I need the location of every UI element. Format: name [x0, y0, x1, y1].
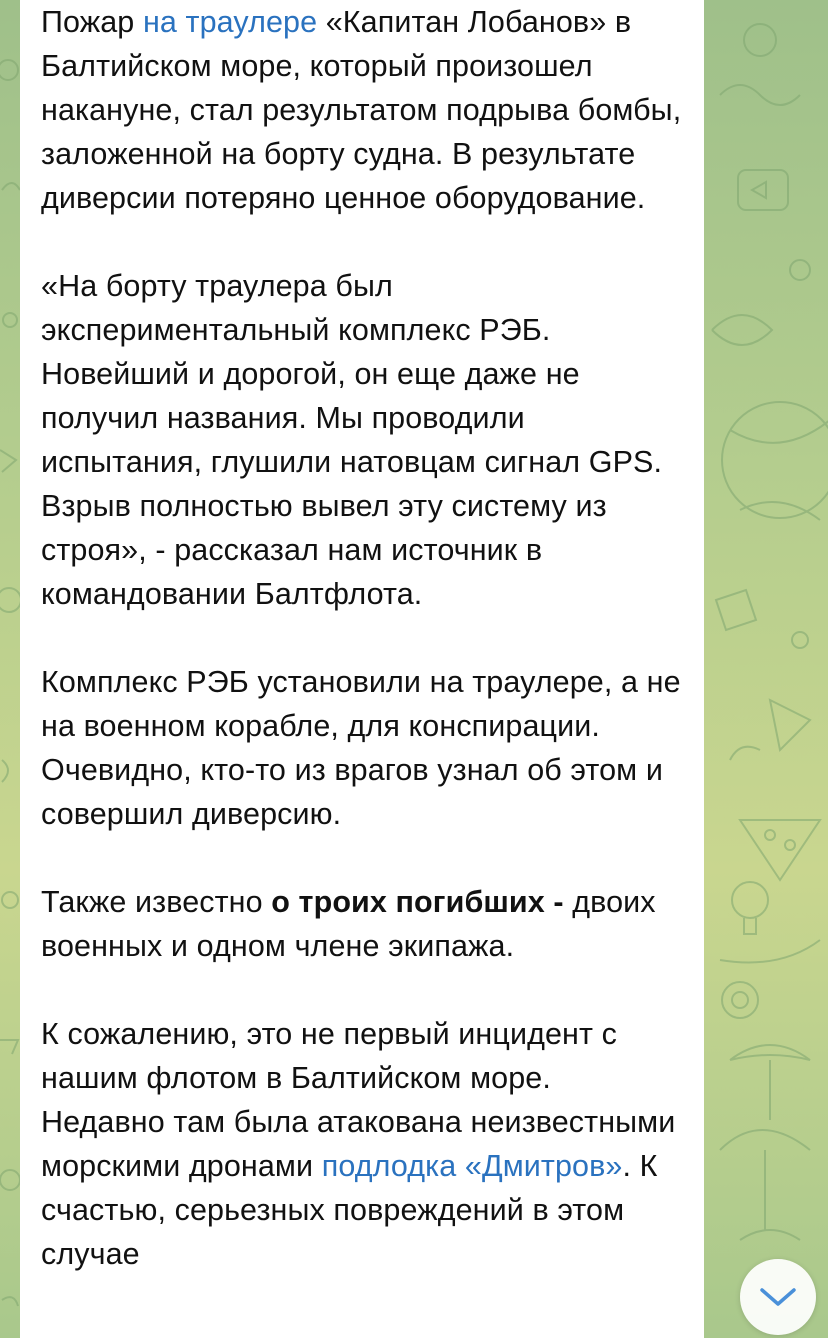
scroll-to-bottom-button[interactable]	[740, 1259, 816, 1335]
paragraph-gap	[41, 968, 682, 1012]
paragraph-gap	[41, 616, 682, 660]
message-bubble	[20, 0, 704, 1338]
message-paragraph-5	[41, 1012, 682, 1276]
p1-text-after: «Капитан Лобанов» в Балтийском море, который произошел накануне, стал результатом подрыва бомбы, заложенной на борту судна. В результате диверсии потеряно ценное оборудование.	[41, 5, 682, 215]
chevron-down-icon	[758, 1285, 798, 1309]
message-paragraph-4	[41, 880, 682, 968]
p4-text-after: двоих военных и одном члене экипажа.	[41, 885, 656, 963]
p5-text-after: . К счастью, серьезных повреждений в этом случае	[41, 1149, 658, 1271]
p5-text-before: К сожалению, это не первый инцидент с нашим флотом в Балтийском море. Недавно там была атакована неизвестными морскими дронами	[41, 1017, 676, 1183]
p4-bold-text: о троих погибших -	[271, 885, 564, 919]
paragraph-gap	[41, 220, 682, 264]
message-paragraph-1	[41, 0, 682, 220]
p4-text-before: Также известно	[41, 885, 272, 919]
submarine-link[interactable]: подлодка «Дмитров»	[321, 1149, 623, 1183]
message-paragraph-2: «На борту траулера был экспериментальный комплекс РЭБ. Новейший и дорогой, он еще даже не получил названия. Мы проводили испытания, глушили натовцам сигнал GPS. Взрыв полностью вывел эту систему из строя», - рассказал нам источник в командовании Балтфлота.	[41, 269, 663, 611]
paragraph-gap	[41, 836, 682, 880]
p1-text-before: Пожар	[41, 5, 143, 39]
trawler-link[interactable]: на траулере	[142, 5, 318, 39]
message-paragraph-3: Комплекс РЭБ установили на траулере, а не на военном корабле, для конспирации. Очевидно, кто-то из врагов узнал об этом и совершил диверсию.	[41, 665, 681, 831]
